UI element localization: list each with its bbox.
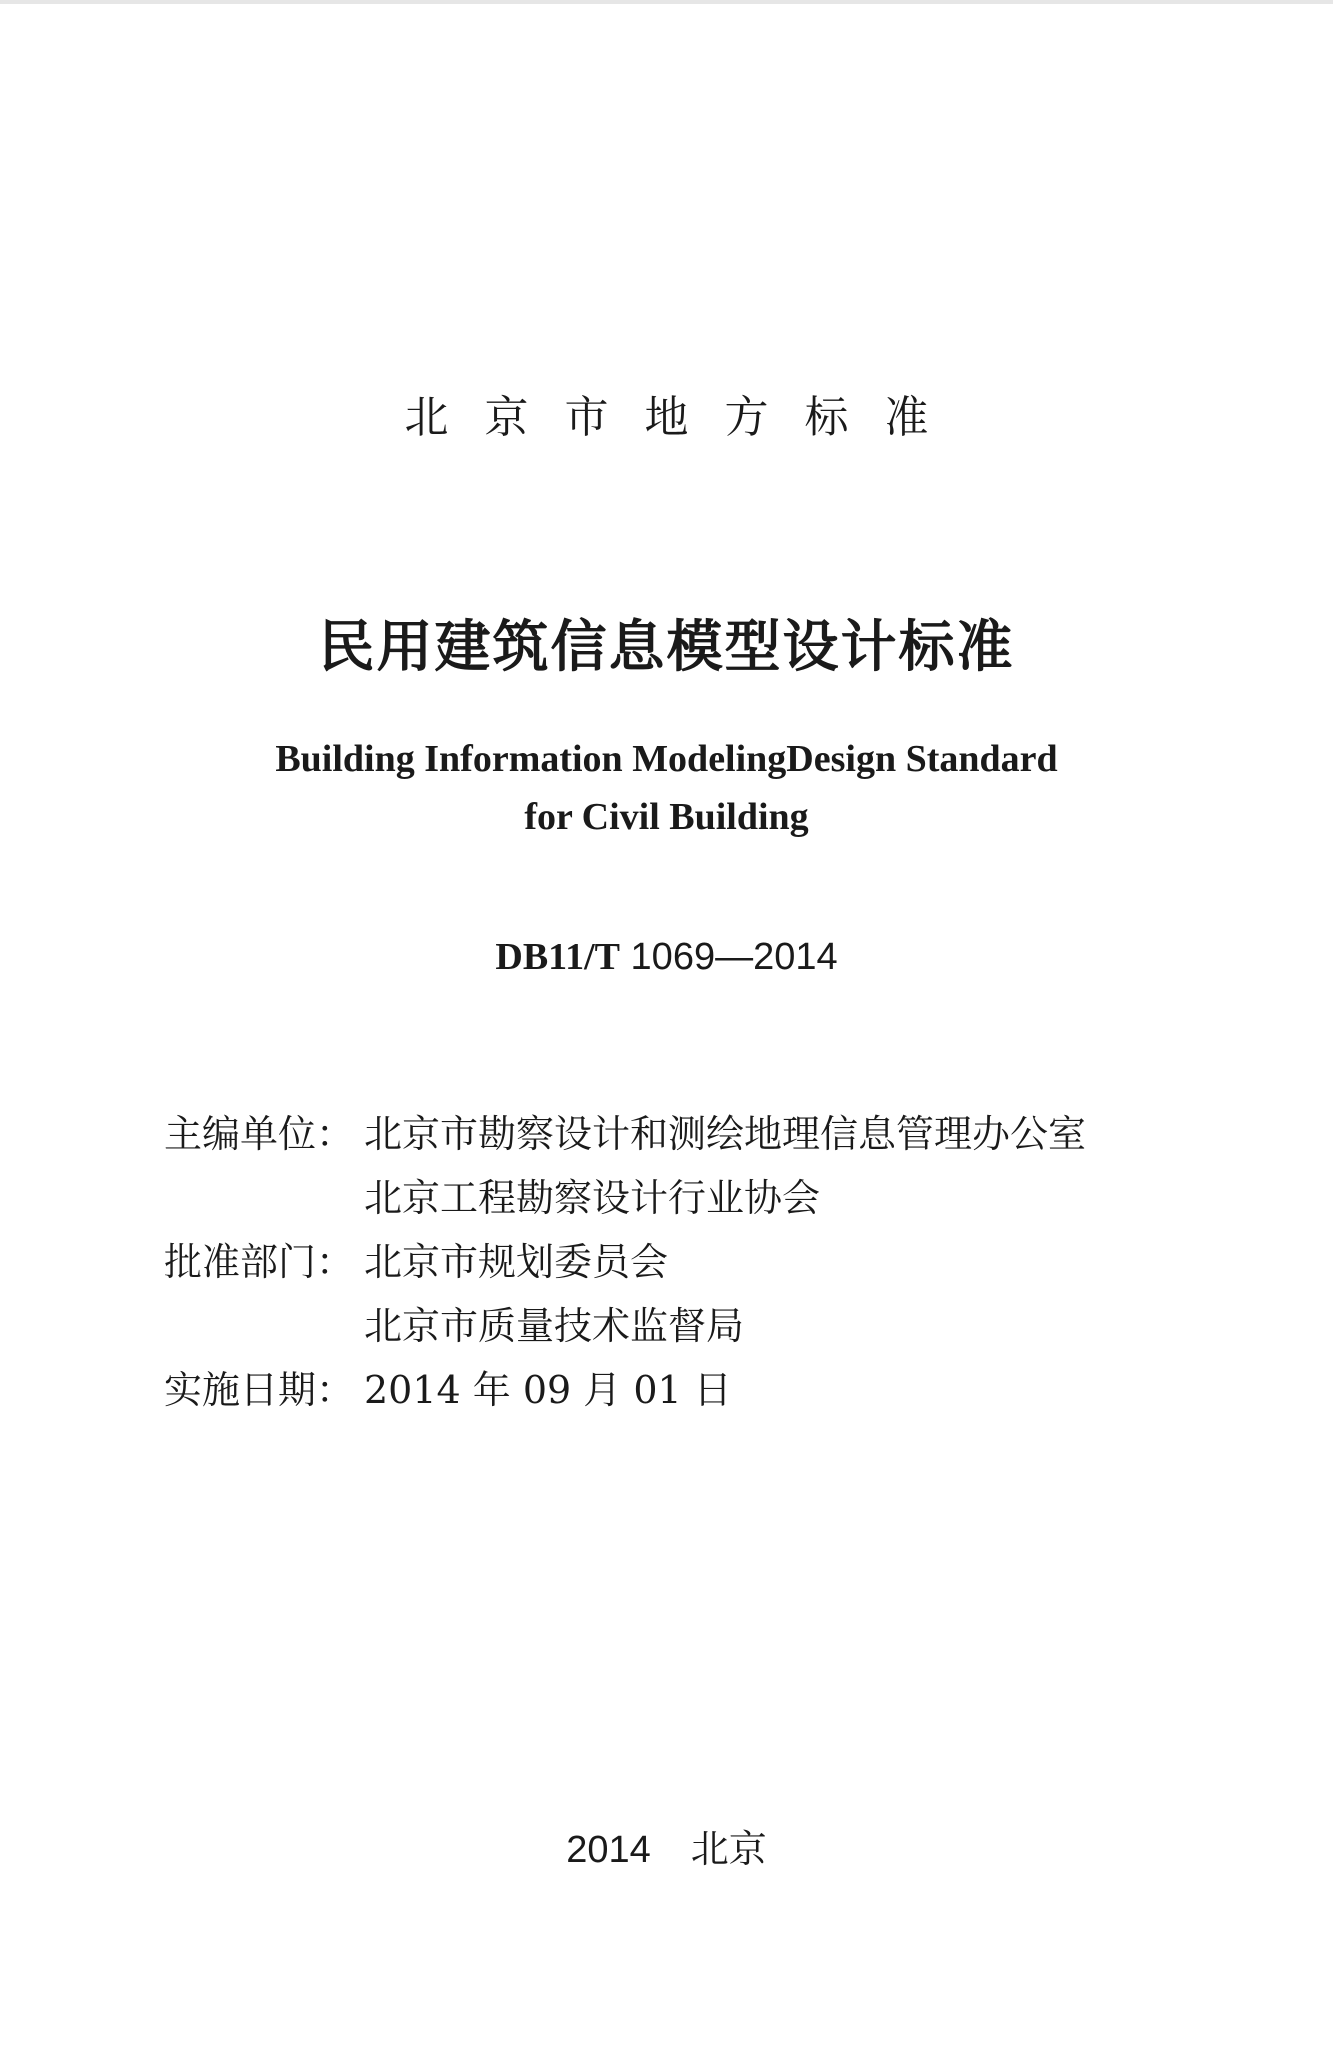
chief-editor-1: 北京市勘察设计和测绘地理信息管理办公室 bbox=[364, 1112, 1087, 1156]
approval-row bbox=[164, 1230, 1086, 1358]
chief-editor-row bbox=[164, 1102, 1086, 1230]
standard-code-prefix: DB11/T bbox=[495, 936, 620, 978]
title-english bbox=[0, 730, 1333, 846]
page-top-edge bbox=[0, 0, 1333, 4]
approval-values bbox=[364, 1230, 744, 1358]
effective-date: 2014 年 09 月 01 日 bbox=[364, 1368, 732, 1412]
approver-1: 北京市规划委员会 bbox=[364, 1240, 669, 1284]
title-english-line-2: for Civil Building bbox=[524, 796, 809, 838]
footer-city: 北京 bbox=[690, 1827, 767, 1871]
standard-code-number: 1069—2014 bbox=[630, 936, 838, 978]
standard-category-header: 北京市地方标准 bbox=[404, 392, 965, 443]
effective-date-values bbox=[364, 1358, 732, 1422]
title-english-line-1: Building Information ModelingDesign Standard bbox=[275, 738, 1058, 780]
publication-info bbox=[164, 1102, 1086, 1422]
approval-label: 批准部门： bbox=[164, 1240, 355, 1284]
effective-date-label: 实施日期： bbox=[164, 1368, 355, 1412]
footer-year: 2014 bbox=[566, 1829, 651, 1871]
chief-editor-values bbox=[364, 1102, 1086, 1230]
publication-footer bbox=[0, 1822, 1333, 1877]
standard-code bbox=[0, 930, 1333, 984]
title-chinese: 民用建筑信息模型设计标准 bbox=[318, 615, 1015, 680]
effective-date-row bbox=[164, 1358, 1086, 1422]
chief-editor-2: 北京工程勘察设计行业协会 bbox=[364, 1176, 821, 1220]
approver-2: 北京市质量技术监督局 bbox=[364, 1304, 745, 1348]
chief-editor-label: 主编单位： bbox=[164, 1112, 355, 1156]
